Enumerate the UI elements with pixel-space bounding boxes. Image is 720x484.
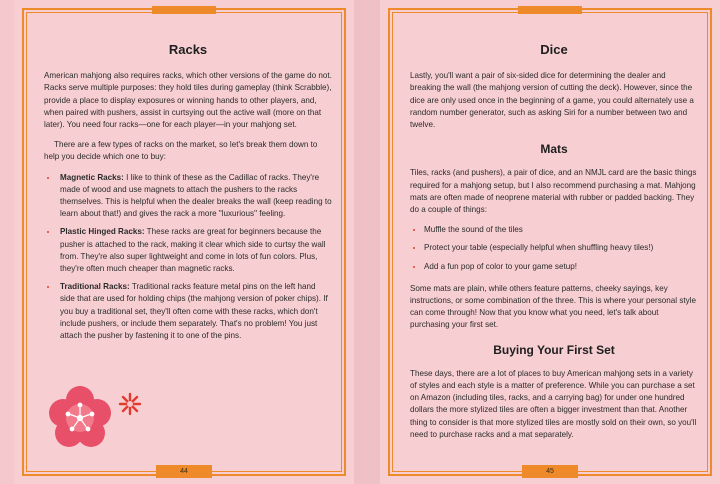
top-tab [152,6,216,14]
buying-heading: Buying Your First Set [493,342,615,357]
dice-heading: Dice [540,42,568,57]
mats-list [410,224,698,273]
left-content [44,44,332,348]
dice-text: Lastly, you'll want a pair of six-sided dice for determining the dealer and breaking the wall (the mahjong version of cutting the deck). However, since the dice are only used once in the beginning of a game, you could alternately use a random number generator, such as asking Siri for a number between two and twelve. [410,71,694,130]
right-content [410,44,698,449]
page-number: 45 [522,465,578,478]
book-gutter [354,0,380,484]
mats-text: Tiles, racks (and pushers), a pair of dice, and an NMJL card are the basic things required for a mahjong setup, but I also recommend purchasing a mat. Mahjong mats are often made of neoprene material with rubber or padded backing. They do a couple of things: [410,168,697,215]
racks-intro-2: There are a few types of racks on the market, so let's break them down to help you decide which one to buy: [44,140,318,162]
buying-text: These days, there are a lot of places to buy American mahjong sets in a variety of styles and each style is a matter of preference. While you can purchase a set on Amazon (including tiles, racks, and a carrying bag) for under one hundred dollars the more stylized tiles are often a bigger investment than that. Another thing to consider is that more stylized tiles are mostly sold on their own, so you'll need to purchase racks and a mat separately. [410,368,697,439]
top-tab [518,6,582,14]
red-asterisk-flower-icon [118,392,142,416]
racks-intro: American mahjong also requires racks, which other versions of the game do not. Racks serve multiple purposes: they hold tiles during gameplay (think Scrabble), provide a place to display exposures or winning hands to other players, and, when paired with pushers, assist in curtsying out the active wall (more on that later). You need four racks—one for each player—in your mahjong set. [44,71,332,130]
list-item: • Protect your table (especially helpful when shuffling heavy tiles!) [424,242,698,254]
list-item: • Traditional Racks: Traditional racks feature metal pins on the left hand side that are used for holding chips (the mahjong version of poker chips). If you buy a traditional set, they'll often come with these racks, which don't include pushers, or include them separately. That's no problem! You just attach the pusher by fastening it to one of the pins. [58,281,332,342]
right-page [380,0,720,484]
racks-heading: Racks [168,42,208,57]
list-item: • Plastic Hinged Racks: These racks are great for beginners because the pusher is attached to the rack, making it clear which side to curtsy the wall from. They're also super lightweight and come in lots of fun colors. Plus, they're often much cheaper than magnetic racks. [58,226,332,275]
list-item: • Muffle the sound of the tiles [424,224,698,236]
plum-blossom-icon [48,386,112,450]
mats-text-2: Some mats are plain, while others feature patterns, cheeky sayings, key instructions, or some combination of the three. This is where your personal style can come through! Now that you know what you need, let's talk about purchasing your first set. [410,283,696,330]
left-page [14,0,354,484]
racks-list [44,172,332,343]
list-item: • Magnetic Racks: I like to think of these as the Cadillac of racks. They're made of wood and use magnets to attach the pushers to the racks themselves. This is helpful when the dealer breaks the wall (keep reading to learn about that!) and gives the rack a more "luxurious" feeling. [58,172,332,221]
list-item: • Add a fun pop of color to your game setup! [424,261,698,273]
mats-heading: Mats [540,142,568,157]
page-number: 44 [156,465,212,478]
